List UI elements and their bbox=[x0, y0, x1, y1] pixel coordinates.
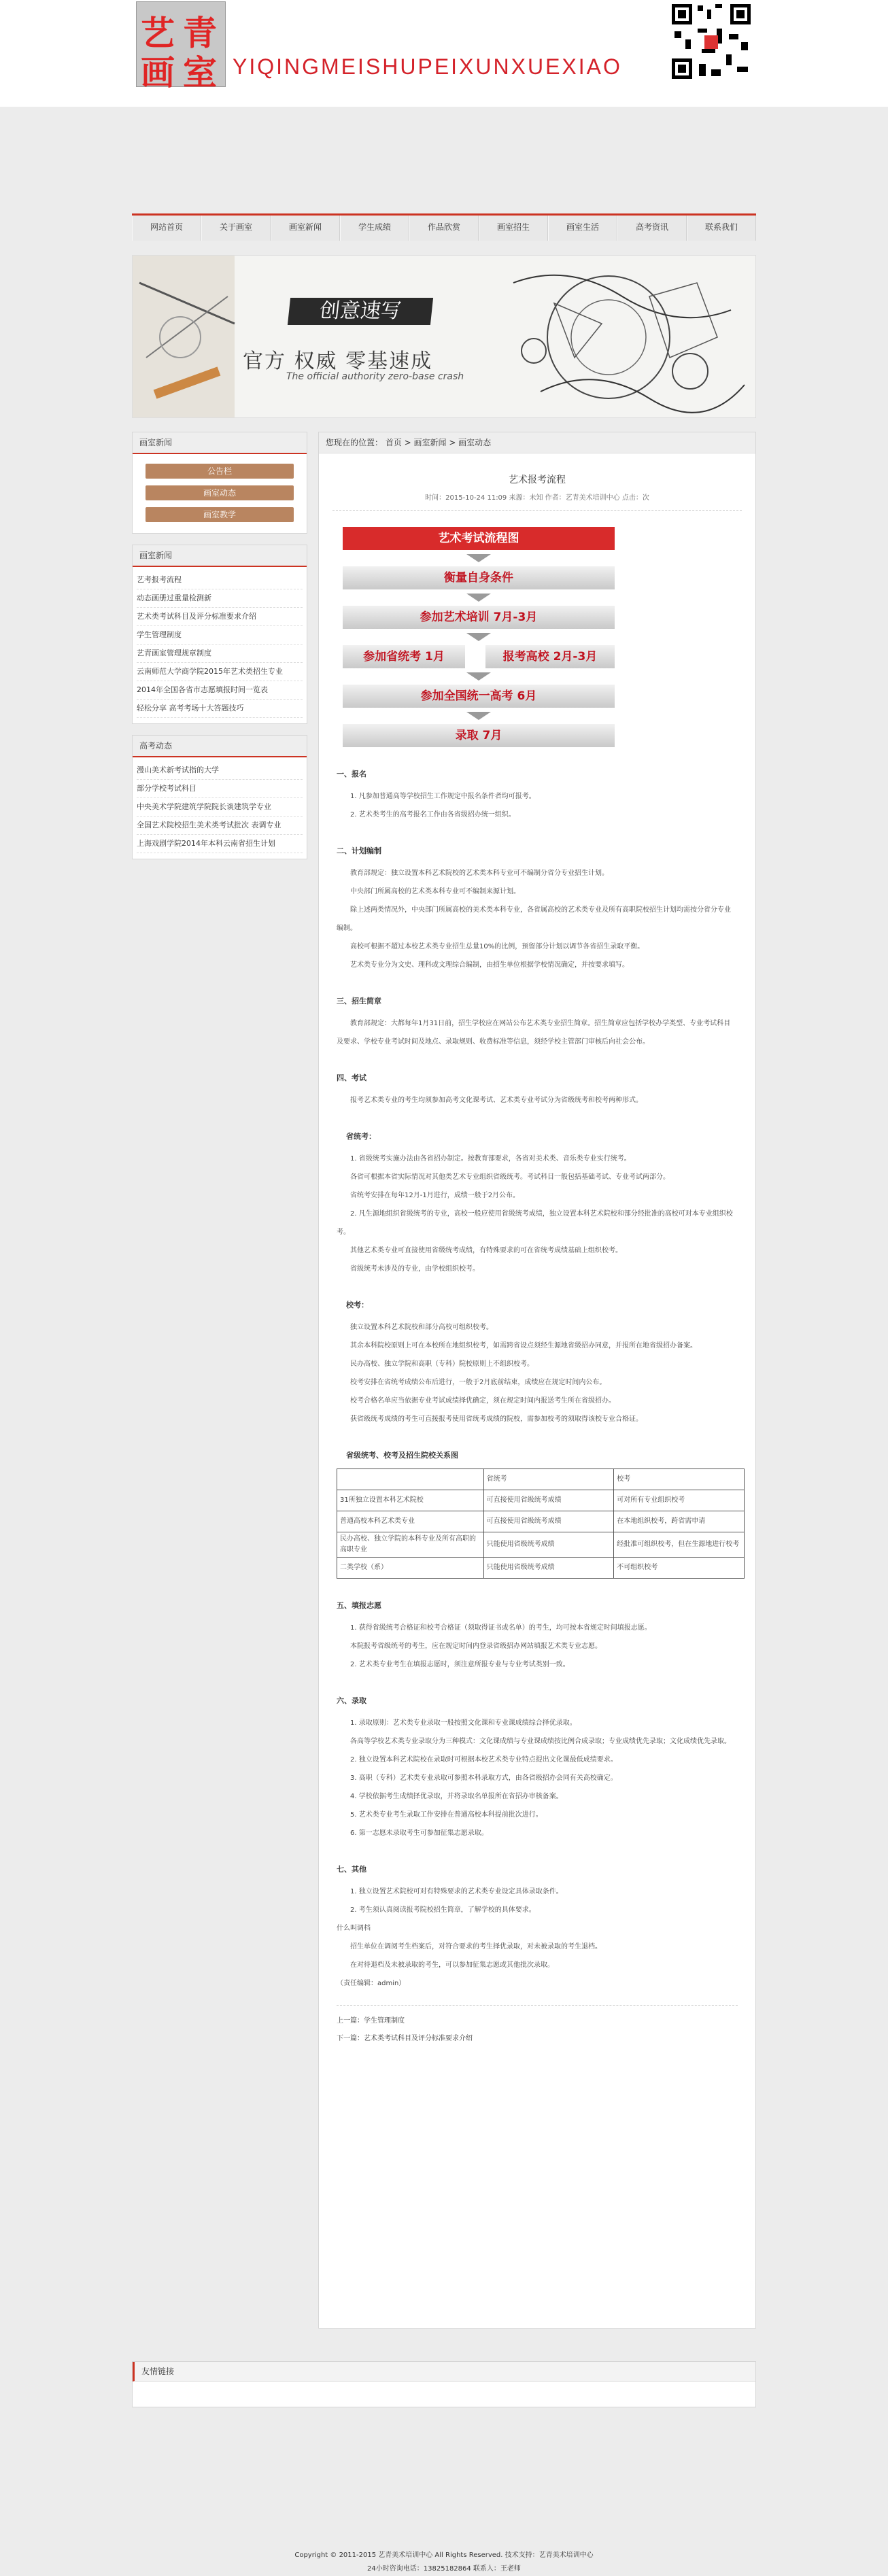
paragraph: 什么叫调档 bbox=[337, 1925, 371, 1932]
arrow-down-icon bbox=[466, 672, 491, 681]
banner-subtitle: The official authority zero-base crash bbox=[286, 371, 464, 382]
nav-news[interactable]: 画室新闻 bbox=[271, 216, 340, 241]
table-cell: 省统考 bbox=[483, 1469, 614, 1490]
nav-gaokao[interactable]: 高考资讯 bbox=[617, 216, 687, 241]
paragraph: 省统考安排在每年12月-1月进行，成绩一般于2月公布。 bbox=[350, 1192, 520, 1199]
paragraph: 1. 省级统考实施办法由各省招办制定。按教育部要求，各省对美术类、音乐类专业实行统考。 bbox=[350, 1155, 631, 1163]
table-cell: 可对所有专业组织校考 bbox=[614, 1490, 745, 1511]
contact-info: 24小时咨询电话：13825182864 联系人：王老师 bbox=[367, 2565, 521, 2573]
paragraph: 教育部规定：独立设置本科艺术院校的艺术类本科专业可不编制分省分专业招生计划。 bbox=[350, 870, 609, 877]
paragraph: 6. 第一志愿未录取考生可参加征集志愿录取。 bbox=[350, 1830, 488, 1837]
paragraph: 独立设置本科艺术院校和部分高校可组织校考。 bbox=[350, 1324, 493, 1331]
list-item[interactable]: 全国艺术院校招生美术类考试批次 表调专业 bbox=[137, 817, 303, 835]
section-heading: 二、计划编制 bbox=[337, 846, 381, 855]
nav-enroll[interactable]: 画室招生 bbox=[479, 216, 548, 241]
list-item[interactable]: 中央美术学院建筑学院院长谈建筑学专业 bbox=[137, 798, 303, 817]
list-item[interactable]: 学生管理制度 bbox=[137, 626, 303, 645]
table-row bbox=[337, 1532, 745, 1558]
list-item[interactable]: 艺考报考流程 bbox=[137, 571, 303, 589]
paragraph: 民办高校、独立学院和高职（专科）院校原则上不组织校考。 bbox=[350, 1360, 534, 1368]
arrow-down-icon bbox=[466, 554, 491, 562]
paragraph: 1. 独立设置艺术院校可对有特殊要求的艺术类专业设定具体录取条件。 bbox=[350, 1888, 563, 1895]
sketch-illustration bbox=[133, 256, 756, 418]
table-cell: 校考 bbox=[614, 1469, 745, 1490]
site-name: YIQINGMEISHUPEIXUNXUEXIAO bbox=[233, 54, 622, 79]
table-cell: 可直接使用省级统考成绩 bbox=[483, 1511, 614, 1532]
gaokao-news-panel bbox=[132, 735, 307, 859]
paragraph: 2. 艺术类专业考生在填报志愿时，须注意所报专业与专业考试类别一致。 bbox=[350, 1661, 570, 1668]
section-heading: 七、其他 bbox=[337, 1865, 366, 1874]
paragraph: 1. 录取原则：艺术类专业录取一般按照文化课和专业课成绩综合择优录取。 bbox=[350, 1719, 577, 1727]
sub-heading: 省统考： bbox=[346, 1132, 376, 1141]
section-heading: 一、报名 bbox=[337, 770, 366, 778]
relation-table bbox=[337, 1469, 745, 1579]
article-body bbox=[319, 765, 755, 1993]
flow-step: 参加艺术培训 7月-3月 bbox=[343, 606, 615, 629]
paragraph: 本院报考省级统考的考生，应在规定时间内登录省级招办网站填报艺术类专业志愿。 bbox=[350, 1643, 602, 1650]
table-cell: 在本地组织校考，跨省需申请 bbox=[614, 1511, 745, 1532]
paragraph: 招生单位在调阅考生档案后，对符合要求的考生择优录取，对未被录取的考生退档。 bbox=[350, 1943, 602, 1951]
table-cell: 只能使用省级统考成绩 bbox=[483, 1558, 614, 1579]
prev-article-link[interactable]: 上一篇：学生管理制度 bbox=[337, 2017, 405, 2025]
footer bbox=[132, 2549, 756, 2576]
header bbox=[132, 0, 756, 107]
paragraph: 其他艺术类专业可直接使用省级统考成绩，有特殊要求的可在省统考成绩基础上组织校考。 bbox=[350, 1247, 622, 1254]
table-row bbox=[337, 1511, 745, 1532]
nav-results[interactable]: 学生成绩 bbox=[340, 216, 409, 241]
site-logo[interactable] bbox=[136, 1, 226, 92]
logo-char: 室 bbox=[183, 52, 217, 92]
nav-home[interactable]: 网站首页 bbox=[132, 216, 201, 241]
paragraph: 教育部规定：大都每年1月31日前，招生学校应在网站公布艺术类专业招生简章。招生简章应包括学校办学类型、专业考试科目及要求、学校专业考试时间及地点、录取规则、收费标准等信息，须经学校主管部门审核后向社会公布。 bbox=[337, 1020, 731, 1046]
news-category-panel bbox=[132, 432, 307, 534]
panel-title: 画室新闻 bbox=[133, 545, 307, 567]
paragraph: 各高等学校艺术类专业录取分为三种模式：文化课成绩与专业课成绩按比例合成录取；专业成绩优先录取；文化成绩优先录取。 bbox=[350, 1738, 731, 1745]
section-heading: 六、录取 bbox=[337, 1696, 366, 1705]
paragraph: 2. 艺术类考生的高考报名工作由各省级招办统一组织。 bbox=[350, 811, 515, 819]
list-item[interactable]: 2014年全国各省市志愿填报时间一览表 bbox=[137, 681, 303, 700]
table-row bbox=[337, 1469, 745, 1490]
hero-banner[interactable] bbox=[132, 255, 756, 418]
list-item[interactable]: 艺青画室管理规章制度 bbox=[137, 645, 303, 663]
copyright: Copyright © 2011-2015 艺青美术培训中心 All Rights Reserved. 技术支持：艺青美术培训中心 bbox=[294, 2552, 594, 2559]
nav-contact[interactable]: 联系我们 bbox=[687, 216, 756, 241]
table-cell: 二类学校（系） bbox=[337, 1558, 484, 1579]
flow-step: 参加省统考 1月 bbox=[343, 645, 465, 668]
table-cell: 民办高校、独立学院的本科专业及所有高职的高职专业 bbox=[337, 1532, 484, 1558]
paragraph: 其余本科院校原则上可在本校所在地组织校考，如需跨省设点须经生源地省级招办同意，并报所在地省级招办备案。 bbox=[350, 1342, 697, 1350]
table-cell: 可直接使用省级统考成绩 bbox=[483, 1490, 614, 1511]
main-nav bbox=[132, 213, 756, 241]
table-cell: 普通高校本科艺术类专业 bbox=[337, 1511, 484, 1532]
section-heading: 三、招生简章 bbox=[337, 997, 381, 1006]
breadcrumb[interactable]: 您现在的位置： 首页 > 画室新闻 > 画室动态 bbox=[319, 432, 755, 453]
list-item[interactable]: 漫山美术新考试指的大学 bbox=[137, 761, 303, 780]
paragraph: 3. 高职（专科）艺术类专业录取可参照本科录取方式，由各省级招办会同有关高校确定。 bbox=[350, 1774, 617, 1782]
list-item[interactable]: 云南师范大学商学院2015年艺术类招生专业 bbox=[137, 663, 303, 681]
qr-code-icon bbox=[669, 1, 753, 82]
paragraph: 高校可根据不超过本校艺术类专业招生总量10%的比例，预留部分计划以调节各省招生录取平衡。 bbox=[350, 943, 645, 950]
article-panel bbox=[318, 432, 756, 2329]
panel-title: 高考动态 bbox=[133, 736, 307, 757]
paragraph: 报考艺术类专业的考生均须参加高考文化课考试、艺术类专业考试分为省级统考和校考两种形式。 bbox=[350, 1097, 643, 1104]
flow-step: 衡量自身条件 bbox=[343, 566, 615, 589]
table-row bbox=[337, 1490, 745, 1511]
section-heading: 四、考试 bbox=[337, 1074, 366, 1082]
arrow-down-icon bbox=[466, 594, 491, 602]
table-heading: 省级统考、校考及招生院校关系图 bbox=[346, 1451, 458, 1460]
header-band bbox=[0, 0, 888, 107]
banner-slogan: 官方 权威 零基速成 bbox=[243, 349, 433, 373]
sub-heading: 校考： bbox=[346, 1301, 369, 1309]
banner-title: 创意速写 bbox=[288, 298, 433, 325]
nav-works[interactable]: 作品欣赏 bbox=[409, 216, 479, 241]
list-item[interactable]: 动态画册过重量检测新 bbox=[137, 589, 303, 608]
nav-about[interactable]: 关于画室 bbox=[201, 216, 271, 241]
editor-note: （责任编辑：admin） bbox=[337, 1980, 406, 1987]
paragraph: 获省级统考成绩的考生可直接报考使用省统考成绩的院校，需参加校考的须取得该校专业合格证。 bbox=[350, 1415, 643, 1423]
logo-char: 青 bbox=[183, 13, 217, 53]
list-item[interactable]: 部分学校考试科目 bbox=[137, 780, 303, 798]
table-row bbox=[337, 1558, 745, 1579]
category-button-dynamics[interactable]: 画室动态 bbox=[146, 485, 294, 500]
panel-title: 画室新闻 bbox=[133, 432, 307, 454]
sidebar bbox=[132, 432, 307, 870]
paragraph: 1. 获得省级统考合格证和校考合格证（须取得证书或名单）的考生，均可按本省规定时间填报志愿。 bbox=[350, 1624, 651, 1632]
table-cell: 不可组织校考 bbox=[614, 1558, 745, 1579]
news-list-panel bbox=[132, 545, 307, 724]
flow-step: 录取 7月 bbox=[343, 724, 615, 747]
paragraph: 艺术类专业分为文史、理科或文理综合编制，由招生单位根据学校情况确定，并按要求填写。 bbox=[350, 961, 629, 969]
paragraph: 2. 凡生源地组织省级统考的专业，高校一般应使用省级统考成绩，独立设置本科艺术院校和部分经批准的高校可对本专业组织校考。 bbox=[337, 1210, 733, 1236]
table-cell: 只能使用省级统考成绩 bbox=[483, 1532, 614, 1558]
paragraph: 除上述两类情况外，中央部门所属高校的美术类本科专业，各省属高校的艺术类专业及所有高职院校招生计划均需按分省分专业编制。 bbox=[337, 906, 731, 932]
paragraph: 2. 独立设置本科艺术院校在录取时可根据本校艺术类专业特点提出文化课最低成绩要求。 bbox=[350, 1756, 617, 1764]
logo-char: 艺 bbox=[141, 13, 175, 53]
friend-links-title: 友情链接 bbox=[133, 2362, 755, 2382]
friend-links bbox=[132, 2361, 756, 2407]
flow-step: 参加全国统一高考 6月 bbox=[343, 685, 615, 708]
paragraph: 校考合格名单应当依据专业考试成绩择优确定，须在规定时间内报送考生所在省级招办。 bbox=[350, 1397, 615, 1405]
article-meta: 时间：2015-10-24 11:09 来源：未知 作者：艺青美术培训中心 点击：次 bbox=[332, 492, 742, 511]
list-item[interactable]: 艺术类考试科目及评分标准要求介绍 bbox=[137, 608, 303, 626]
logo-char: 画 bbox=[141, 52, 175, 92]
table-cell: 经批准可组织校考，但在生源地进行校考 bbox=[614, 1532, 745, 1558]
paragraph: 2. 考生须认真阅读报考院校招生简章，了解学校的具体要求。 bbox=[350, 1906, 536, 1914]
paragraph: 1. 凡参加普通高等学校招生工作规定中报名条件者均可报考。 bbox=[350, 793, 536, 800]
arrow-down-icon bbox=[466, 633, 491, 641]
table-cell bbox=[337, 1469, 484, 1490]
category-button-notice[interactable]: 公告栏 bbox=[146, 464, 294, 479]
list-item[interactable]: 上海戏剧学院2014年本科云南省招生计划 bbox=[137, 835, 303, 853]
flow-chart bbox=[339, 527, 618, 747]
flow-step: 报考高校 2月-3月 bbox=[485, 645, 615, 668]
prev-next-nav bbox=[337, 2005, 738, 2048]
nav-life[interactable]: 画室生活 bbox=[548, 216, 617, 241]
next-article-link[interactable]: 下一篇：艺术类考试科目及评分标准要求介绍 bbox=[337, 2035, 473, 2042]
article-title: 艺术报考流程 bbox=[509, 475, 566, 485]
paragraph: 在对待退档及未被录取的考生，可以参加征集志愿或其他批次录取。 bbox=[350, 1961, 554, 1969]
category-button-teaching[interactable]: 画室教学 bbox=[146, 507, 294, 522]
flow-header: 艺术考试流程图 bbox=[343, 527, 615, 550]
paragraph: 省级统考未涉及的专业，由学校组织校考。 bbox=[350, 1265, 479, 1273]
arrow-down-icon bbox=[466, 712, 491, 720]
section-heading: 五、填报志愿 bbox=[337, 1601, 381, 1610]
paragraph: 校考安排在省统考成绩公布后进行，一般于2月底前结束，成绩应在规定时间内公布。 bbox=[350, 1379, 607, 1386]
paragraph: 5. 艺术类专业考生录取工作安排在普通高校本科提前批次进行。 bbox=[350, 1811, 543, 1819]
paragraph: 各省可根据本省实际情况对其他类艺术专业组织省级统考。考试科目一般包括基础考试、专业考试两部分。 bbox=[350, 1173, 670, 1181]
paragraph: 中央部门所属高校的艺术类本科专业可不编制来源计划。 bbox=[350, 888, 520, 895]
paragraph: 4. 学校依据考生成绩择优录取，并将录取名单报所在省招办审核备案。 bbox=[350, 1793, 563, 1800]
list-item[interactable]: 轻松分享 高考考场十大答题技巧 bbox=[137, 700, 303, 718]
table-cell: 31所独立设置本科艺术院校 bbox=[337, 1490, 484, 1511]
